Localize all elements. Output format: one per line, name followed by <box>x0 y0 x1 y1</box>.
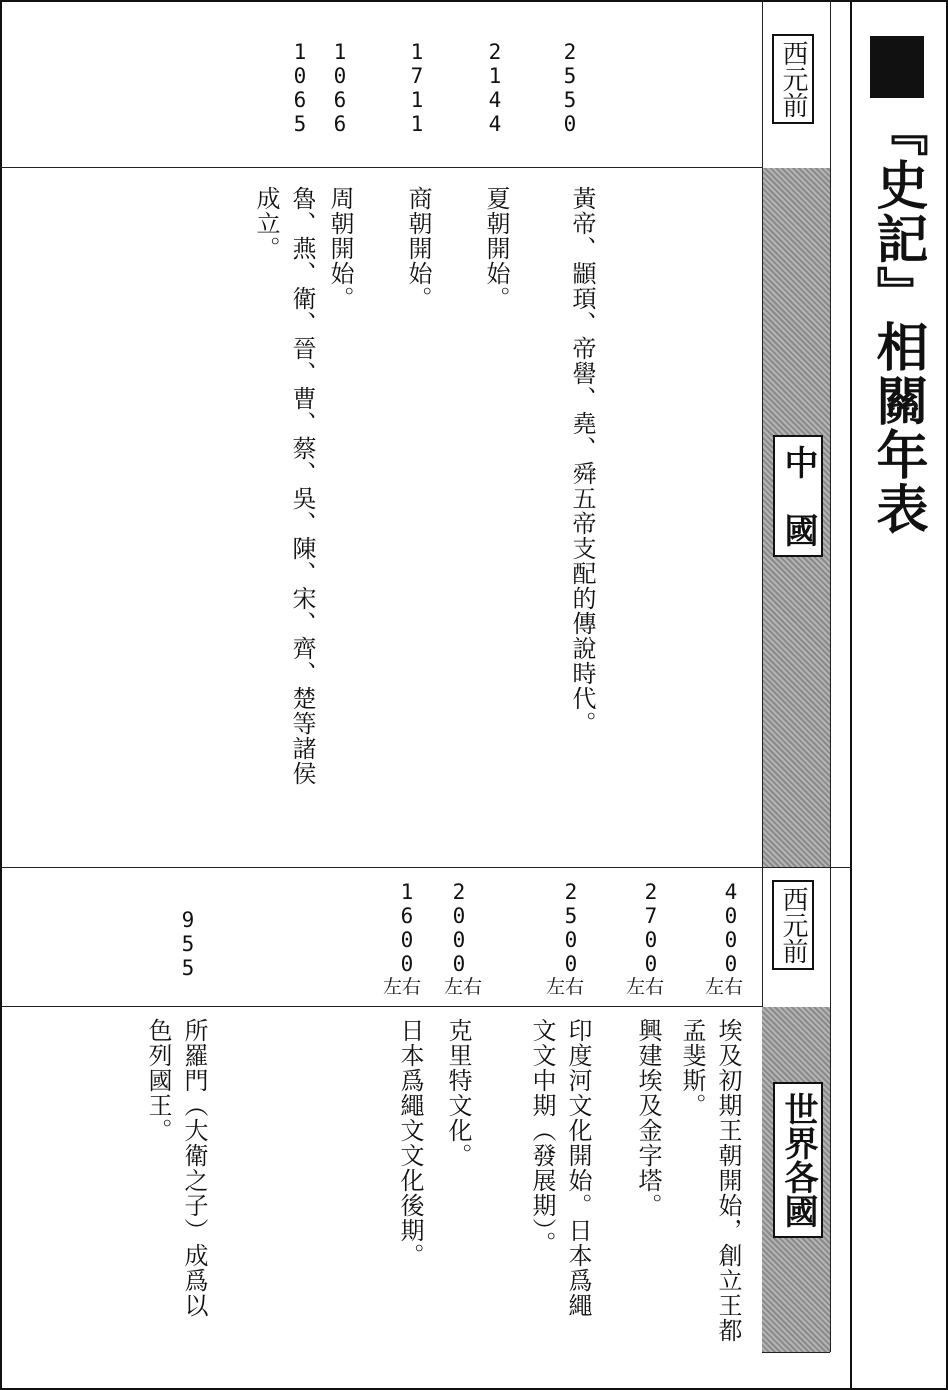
world-year-2000: 2000 <box>452 880 466 976</box>
world-header-divider <box>0 1006 762 1007</box>
china-event-xia: 夏朝開始。 <box>482 186 510 311</box>
world-event-egypt-dynasty <box>670 1018 746 1348</box>
world-year-4000: 4000 <box>724 880 738 976</box>
world-event-text: 埃及初期王朝開始，創立王都孟斐斯。 <box>678 1018 742 1343</box>
section-divider <box>0 867 852 868</box>
world-year-2700: 2700 <box>644 880 658 976</box>
china-era-label: 西元前 <box>772 34 814 124</box>
china-year-2144: 2144 <box>488 40 502 136</box>
world-event-text: 所羅門（大衛之子）成爲以色列國王。 <box>144 1018 208 1318</box>
china-event-text: 魯、燕、衛、晉、曹、蔡、吳、陳、宋、齊、楚等諸侯成立。 <box>252 186 316 786</box>
world-approx-1600: 左右 <box>383 976 422 998</box>
world-section-label: 世界各國 <box>773 1082 823 1238</box>
china-event-zhou: 周朝開始。 <box>326 186 354 311</box>
page-title: 『史記』相關年表 <box>867 104 927 536</box>
china-year-1065: 1065 <box>293 40 307 136</box>
world-approx-2700: 左右 <box>626 976 665 998</box>
world-strip-top <box>762 867 830 868</box>
world-approx-4000: 左右 <box>705 976 744 998</box>
world-event-indus-jomon <box>490 1018 596 1328</box>
china-year-2550: 2550 <box>563 40 577 136</box>
china-event-feudal-states <box>244 186 320 806</box>
china-event-five-emperors <box>528 186 600 826</box>
strip-border-right <box>830 0 831 1352</box>
world-era-label: 西元前 <box>772 880 814 970</box>
china-section-label: 中 國 <box>773 435 823 557</box>
world-year-1600: 1600 <box>400 880 414 976</box>
world-approx-2500: 左右 <box>546 976 585 998</box>
china-year-1711: 1711 <box>410 40 424 136</box>
world-approx-2000: 左右 <box>444 976 483 998</box>
world-year-2500: 2500 <box>564 880 578 976</box>
world-event-crete: 克里特文化。 <box>444 1018 472 1168</box>
title-marker <box>870 36 924 98</box>
world-event-solomon <box>136 1018 212 1338</box>
world-event-pyramids: 興建埃及金字塔。 <box>634 1018 662 1218</box>
world-year-955: 955 <box>181 908 195 980</box>
world-event-text: 印度河文化開始。日本爲繩文文中期（發展期）。 <box>528 1018 592 1318</box>
world-event-late-jomon: 日本爲繩文文化後期。 <box>396 1018 424 1268</box>
china-header-divider <box>0 167 762 168</box>
china-event-text: 黃帝、顓頊、帝嚳、堯、舜五帝支配的傳說時代。 <box>568 186 596 736</box>
bottom-rule <box>762 1352 830 1353</box>
china-year-1066: 1066 <box>333 40 347 136</box>
china-event-shang: 商朝開始。 <box>404 186 432 311</box>
